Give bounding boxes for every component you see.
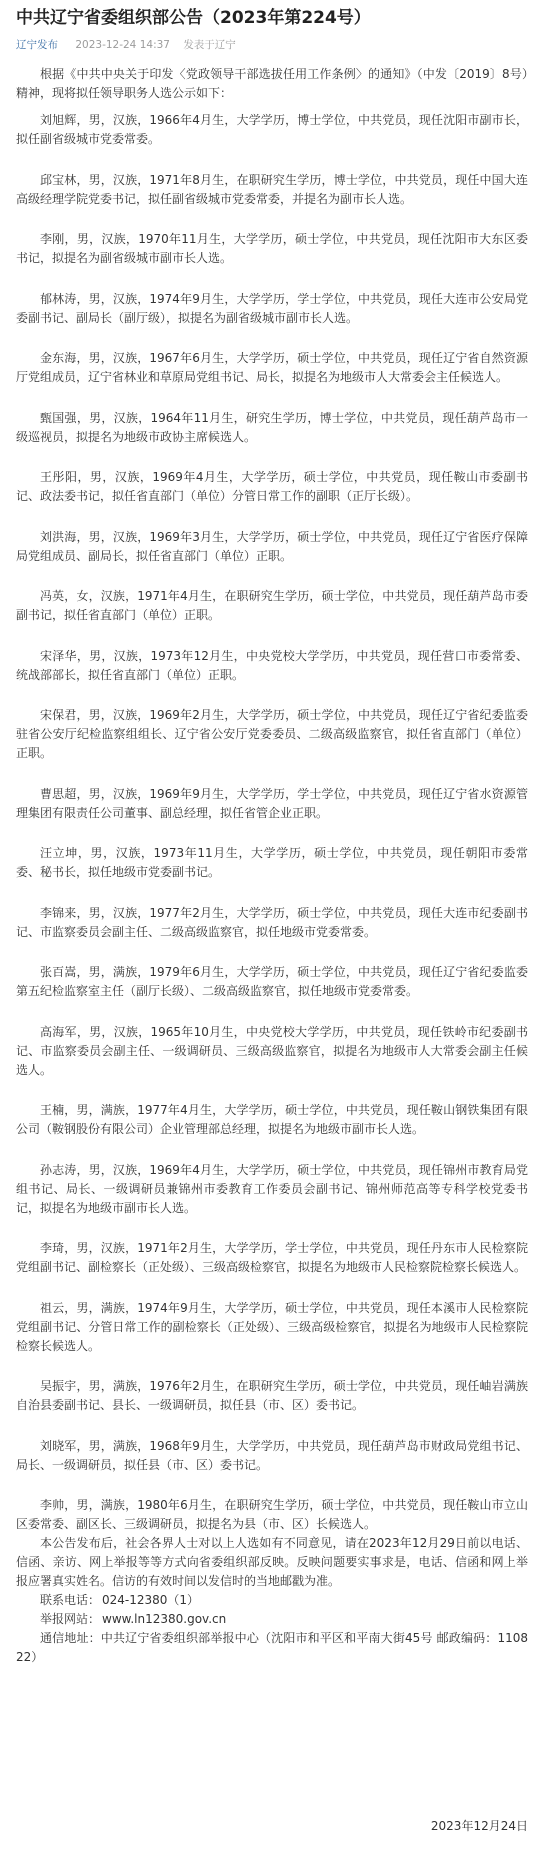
candidate-paragraph: 曹思超，男，汉族，1969年9月生，大学学历，学士学位，中共党员，现任辽宁省水资源管理集团有限责任公司董事、副总经理，拟任省管企业正职。 — [16, 786, 528, 820]
candidate-paragraph: 李刚，男，汉族，1970年11月生，大学学历，硕士学位，中共党员，现任沈阳市大东区委书记，拟提名为副省级城市副市长人选。 — [16, 232, 528, 265]
contact-address — [16, 1629, 528, 1667]
contact-address-value: 中共辽宁省委组织部举报中心（沈阳市和平区和平南大街45号 邮政编码：110822） — [16, 1631, 528, 1664]
candidate-paragraph: 李锦来，男，汉族，1977年2月生，大学学历，硕士学位，中共党员，现任大连市纪委副书记、市监察委员会副主任、二级高级监察官，拟任地级市党委常委。 — [16, 905, 528, 939]
candidate-paragraph: 宋保君，男，汉族，1969年2月生，大学学历，硕士学位，中共党员，现任辽宁省纪委监委驻省公安厅纪检监察组组长、辽宁省公安厅党委委员、二级高级监察官，拟任省直部门（单位）正职。 — [16, 708, 528, 760]
source-link[interactable]: 辽宁发布 — [16, 39, 58, 51]
candidate-paragraph: 冯英，女，汉族，1971年4月生，在职研究生学历，硕士学位，中共党员，现任葫芦岛市委副书记，拟任省直部门（单位）正职。 — [16, 589, 528, 622]
publish-location: 发表于辽宁 — [183, 39, 236, 51]
intro-paragraph: 根据《中共中央关于印发〈党政领导干部选拔任用工作条例〉的通知》（中发〔2019〕8号）精神，现将拟任领导职务人选公示如下： — [16, 67, 528, 100]
candidate-paragraph: 祖云，男，满族，1974年9月生，大学学历，硕士学位，中共党员，现任本溪市人民检察院党组副书记、分管日常工作的副检察长（正处级）、三级高级检察官，拟提名为地级市人民检察院检察长候选人。 — [16, 1300, 528, 1353]
contact-website-label: 举报网站： — [40, 1612, 101, 1626]
candidate-paragraph: 甄国强，男，汉族，1964年11月生，研究生学历，博士学位，中共党员，现任葫芦岛市一级巡视员，拟提名为地级市政协主席候选人。 — [16, 410, 528, 444]
candidate-paragraph: 汪立坤，男，汉族，1973年11月生，大学学历，硕士学位，中共党员，现任朝阳市委常委、秘书长，拟任地级市党委副书记。 — [16, 846, 528, 879]
candidate-list — [16, 111, 528, 1534]
article-title: 中共辽宁省委组织部公告（2023年第224号） — [16, 8, 371, 28]
candidate-paragraph: 刘晓军，男，满族，1968年9月生，大学学历，中共党员，现任葫芦岛市财政局党组书记、局长、一级调研员，拟任县（市、区）委书记。 — [16, 1438, 528, 1472]
candidate-paragraph: 李琦，男，汉族，1971年2月生，大学学历，学士学位，中共党员，现任丹东市人民检察院党组副书记、副检察长（正处级）、三级高级检察官，拟提名为地级市人民检察院检察长候选人。 — [16, 1241, 528, 1274]
contact-website — [16, 1610, 528, 1629]
contact-address-label: 通信地址： — [40, 1631, 101, 1645]
candidate-paragraph: 刘旭辉，男，汉族，1966年4月生，大学学历，博士学位，中共党员，现任沈阳市副市长，拟任副省级城市党委常委。 — [16, 113, 528, 146]
candidate-paragraph: 宋泽华，男，汉族，1973年12月生，中央党校大学学历，中共党员，现任营口市委常委、统战部部长，拟任省直部门（单位）正职。 — [16, 648, 528, 682]
candidate-paragraph: 李帅，男，满族，1980年6月生，在职研究生学历，硕士学位，中共党员，现任鞍山市立山区委常委、副区长、三级调研员，拟提名为县（市、区）长候选人。 — [16, 1498, 528, 1531]
publish-timestamp: 2023-12-24 14:37 — [75, 39, 170, 51]
candidate-paragraph: 邱宝林，男，汉族，1971年8月生，在职研究生学历，博士学位，中共党员，现任中国大连高级经理学院党委书记，拟任副省级城市党委常委，并提名为副市长人选。 — [16, 172, 528, 206]
article-meta — [16, 38, 536, 52]
notice-paragraph: 本公告发布后，社会各界人士对以上人选如有不同意见，请在2023年12月29日前以电话、信函、亲访、网上举报等等方式向省委组织部反映。反映问题要实事求是，电话、信函和网上举报应署真实姓名。信访的有效时间以发信时的当地邮戳为准。 — [16, 1536, 528, 1588]
contact-phone — [16, 1591, 528, 1610]
article-body — [16, 65, 528, 1836]
publish-date: 2023年12月24日 — [430, 1819, 528, 1833]
candidate-paragraph: 张百嵩，男，满族，1979年6月生，大学学历，硕士学位，中共党员，现任辽宁省纪委监委第五纪检监察室主任（副厅长级）、二级高级监察官，拟任地级市党委常委。 — [16, 965, 528, 998]
candidate-paragraph: 吴振宇，男，满族，1976年2月生，在职研究生学历，硕士学位，中共党员，现任岫岩满族自治县委副书记、县长、一级调研员，拟任县（市、区）委书记。 — [16, 1379, 528, 1412]
candidate-paragraph: 高海军，男，汉族，1965年10月生，中央党校大学学历，中共党员，现任铁岭市纪委副书记、市监察委员会副主任、一级调研员、三级高级监察官，拟提名为地级市人大常委会副主任候选人。 — [16, 1024, 528, 1077]
contact-phone-value: 024-12380（1） — [102, 1593, 200, 1607]
candidate-paragraph: 王楠，男，满族，1977年4月生，大学学历，硕士学位，中共党员，现任鞍山钢铁集团有限公司（鞍钢股份有限公司）企业管理部总经理，拟提名为地级市副市长人选。 — [16, 1103, 528, 1136]
candidate-paragraph: 金东海，男，汉族，1967年6月生，大学学历，硕士学位，中共党员，现任辽宁省自然资源厅党组成员，辽宁省林业和草原局党组书记、局长，拟提名为地级市人大常委会主任候选人。 — [16, 351, 528, 384]
candidate-paragraph: 王彤阳，男，汉族，1969年4月生，大学学历，硕士学位，中共党员，现任鞍山市委副书记、政法委书记，拟任省直部门（单位）分管日常工作的副职（正厅长级）。 — [16, 470, 528, 503]
contact-website-value: www.ln12380.gov.cn — [102, 1612, 227, 1626]
candidate-paragraph: 孙志涛，男，汉族，1969年4月生，大学学历，硕士学位，中共党员，现任锦州市教育局党组书记、局长、一级调研员兼锦州市委教育工作委员会副书记、锦州师范高等专科学校党委书记，拟提名为地级市副市长人选。 — [16, 1162, 528, 1215]
candidate-paragraph: 刘洪海，男，汉族，1969年3月生，大学学历，硕士学位，中共党员，现任辽宁省医疗保障局党组成员、副局长，拟任省直部门（单位）正职。 — [16, 529, 528, 563]
contact-phone-label: 联系电话： — [40, 1593, 101, 1607]
candidate-paragraph: 郁林涛，男，汉族，1974年9月生，大学学历，学士学位，中共党员，现任大连市公安局党委副书记、副局长（副厅级），拟提名为副省级城市副市长人选。 — [16, 291, 528, 325]
